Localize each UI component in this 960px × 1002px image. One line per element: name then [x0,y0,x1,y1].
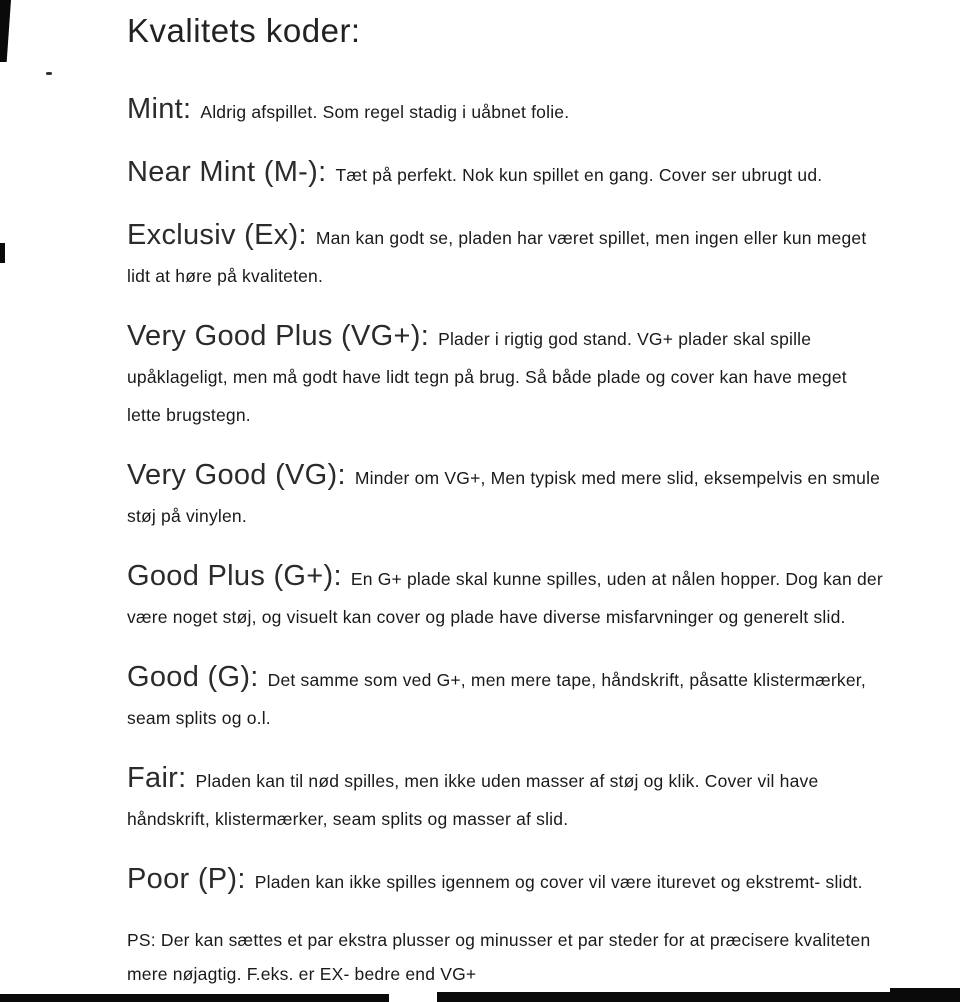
grade-description: Aldrig afspillet. Som regel stadig i uåbnet folie. [200,102,570,122]
grade-description: Pladen kan ikke spilles igennem og cover vil være iturevet og ekstremt- slidt. [254,872,863,892]
grade-term: Very Good (VG): [127,459,346,491]
grade-description: Man kan godt se, pladen har været spillet, men ingen eller kun meget lidt at høre på kvaliteten. [127,228,867,286]
grade-description: Plader i rigtig god stand. VG+ plader skal spille upåklageligt, men må godt have lidt tegn på brug. Så både plade og cover kan have meget lette brugstegn. [127,329,847,425]
scan-artifact-bottom-corner [890,988,960,1002]
grade-entry-fair [127,759,884,838]
grade-description: Tæt på perfekt. Nok kun spillet en gang. Cover ser ubrugt ud. [335,165,823,185]
grade-description: Minder om VG+, Men typisk med mere slid, eksempelvis en smule støj på vinylen. [127,468,881,526]
grade-entry-near-mint [127,153,884,194]
grade-entry-good [127,658,884,737]
scan-artifact-bottom-left [0,994,389,1002]
grade-entry-very-good-plus [127,317,884,434]
grade-term: Fair: [127,762,187,794]
grade-entry-poor [127,860,884,901]
grade-entry-exclusiv [127,216,884,295]
grade-description: Det samme som ved G+, men mere tape, håndskrift, påsatte klistermærker, seam splits og o.l. [127,670,866,728]
grade-description: En G+ plade skal kunne spilles, uden at nålen hopper. Dog kan der være noget støj, og visuelt kan cover og plade have diverse misfarvninger og generelt slid. [127,569,883,627]
grade-term: Poor (P): [127,863,246,895]
grade-description: Pladen kan til nød spilles, men ikke uden masser af støj og klik. Cover vil have håndskrift, klistermærker, seam splits og masser af slid. [127,771,819,829]
grade-term: Good (G): [127,661,259,693]
scan-artifact-bottom-right [437,992,960,1002]
grade-term: Very Good Plus (VG+): [127,320,430,352]
grade-entry-very-good [127,456,884,535]
grade-entry-mint [127,90,884,131]
grade-entry-good-plus [127,557,884,636]
grade-term: Exclusiv (Ex): [127,219,307,251]
grade-term: Near Mint (M-): [127,156,327,188]
document-title: Kvalitets koder: [127,12,361,49]
scan-artifact-left-edge [0,243,5,263]
grade-term: Mint: [127,93,192,125]
scan-artifact-speck [46,72,52,75]
grade-term: Good Plus (G+): [127,560,342,592]
ps-note: PS: Der kan sættes et par ekstra plusser og minusser et par steder for at præcisere kvaliteten mere nøjagtig. F.eks. er EX- bedre end VG+ [127,930,871,984]
